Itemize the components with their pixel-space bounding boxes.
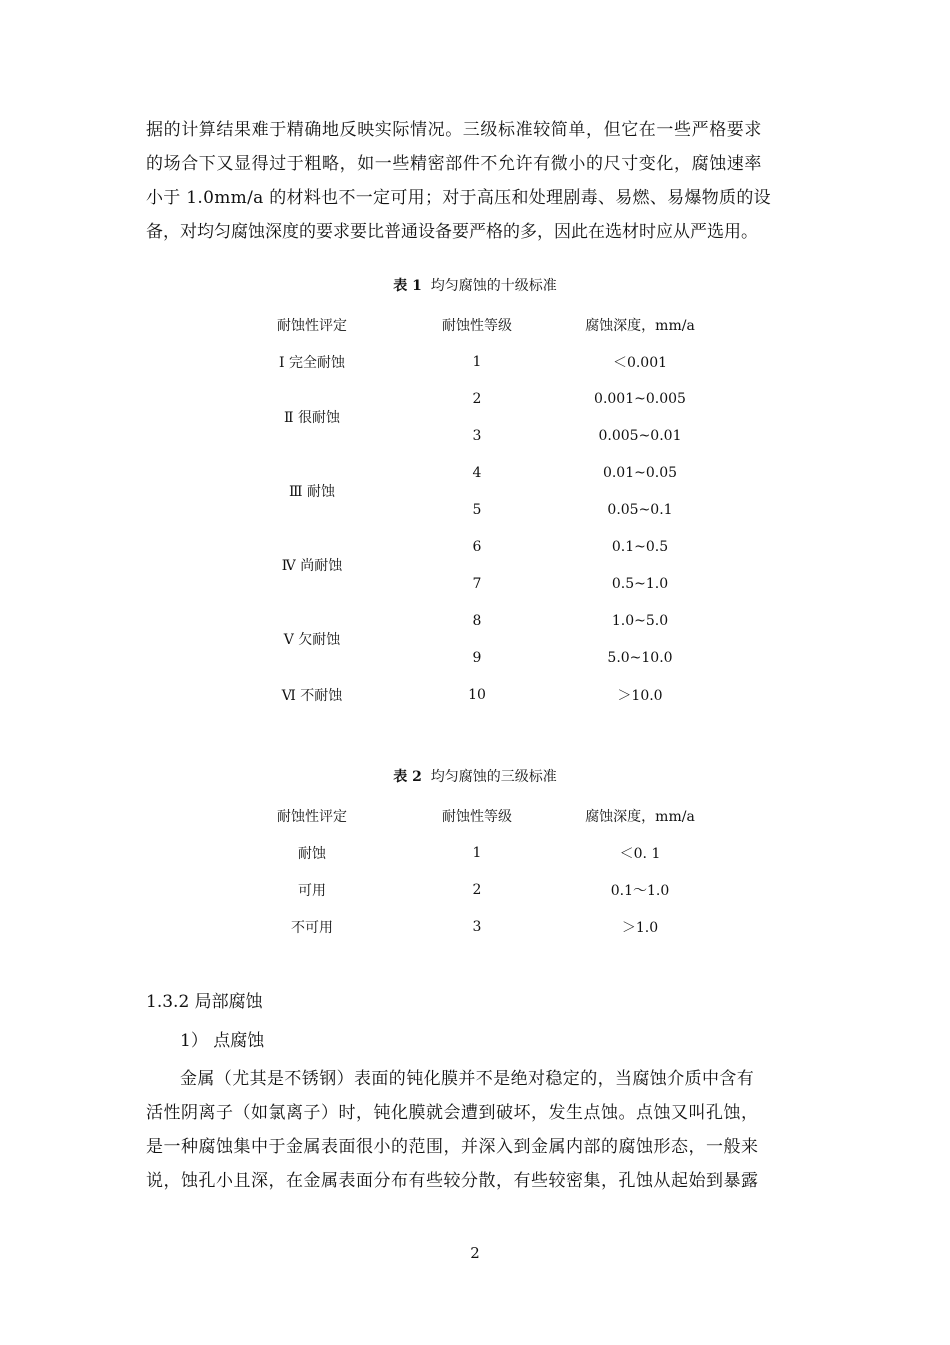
- grade-cell: 1: [472, 844, 482, 861]
- depth-cell: 1.0~5.0: [611, 612, 669, 629]
- table-row: [232, 834, 718, 871]
- table-row: [232, 871, 718, 908]
- depth-cell: 0.001~0.005: [594, 390, 686, 407]
- rating-cell: Ⅰ 完全耐蚀: [279, 354, 345, 371]
- header-depth: 腐蚀深度，mm/a: [585, 317, 695, 334]
- table-row: [232, 908, 718, 945]
- paragraph-line: 的场合下又显得过于粗略，如一些精密部件不允许有微小的尺寸变化，腐蚀速率: [146, 154, 762, 174]
- grade-cell: 7: [472, 575, 482, 592]
- paragraph-line: 据的计算结果难于精确地反映实际情况。三级标准较简单，但它在一些严格要求: [146, 120, 762, 140]
- depth-cell: 5.0~10.0: [607, 649, 673, 666]
- header-grade: 耐蚀性等级: [442, 317, 512, 334]
- paragraph-line: 小于 1.0mm/a 的材料也不一定可用；对于高压和处理剧毒、易燃、易爆物质的设: [146, 188, 771, 208]
- depth-cell: ＜0. 1: [619, 845, 661, 862]
- table-header-row: [232, 306, 718, 343]
- rating-cell: Ⅲ 耐蚀: [289, 484, 335, 500]
- paragraph-line: 金属（尤其是不锈钢）表面的钝化膜并不是绝对稳定的，当腐蚀介质中含有: [180, 1069, 755, 1089]
- grade-cell: 3: [472, 427, 482, 444]
- paragraph-bottom: [146, 1062, 810, 1198]
- grade-cell: 3: [472, 918, 482, 935]
- grade-cell: 5: [472, 501, 482, 518]
- grade-cell: 4: [472, 464, 482, 481]
- rating-cell: Ⅴ 欠耐蚀: [283, 632, 341, 648]
- rating-cell: 不可用: [291, 919, 333, 936]
- paragraph-line: 是一种腐蚀集中于金属表面很小的范围，并深入到金属内部的腐蚀形态，一般来: [146, 1137, 759, 1157]
- depth-cell: 0.01~0.05: [602, 464, 678, 481]
- table1: [232, 306, 718, 713]
- table2-caption-text: 均匀腐蚀的三级标准: [430, 769, 557, 785]
- table1-caption-text: 均匀腐蚀的十级标准: [430, 278, 557, 294]
- table2-caption: [0, 766, 950, 786]
- depth-cell: 0.1~0.5: [611, 538, 669, 555]
- rating-cell: 耐蚀: [298, 845, 326, 862]
- paragraph-line: 说，蚀孔小且深，在金属表面分布有些较分散，有些较密集，孔蚀从起始到暴露: [146, 1171, 759, 1191]
- header-depth: 腐蚀深度，mm/a: [585, 808, 695, 825]
- depth-cell: 0.005~0.01: [598, 427, 682, 444]
- grade-cell: 9: [472, 649, 482, 666]
- table2-caption-label: 表 2: [393, 769, 422, 785]
- paragraph-line: 活性阴离子（如氯离子）时，钝化膜就会遭到破坏，发生点蚀。点蚀又叫孔蚀，: [146, 1103, 759, 1123]
- rating-cell: Ⅵ 不耐蚀: [281, 687, 343, 704]
- table-row: [232, 602, 718, 639]
- section-heading: 1.3.2 局部腐蚀: [146, 992, 263, 1012]
- grade-cell: 2: [472, 881, 482, 898]
- depth-cell: ＜0.001: [612, 354, 668, 371]
- grade-cell: 8: [472, 612, 482, 629]
- header-grade: 耐蚀性等级: [442, 808, 512, 825]
- depth-cell: 0.1～1.0: [610, 882, 670, 899]
- table-row: [232, 676, 718, 713]
- table-row: [232, 380, 718, 417]
- header-rating: 耐蚀性评定: [277, 317, 347, 334]
- depth-cell: 0.5~1.0: [611, 575, 669, 592]
- page-number: 2: [470, 1244, 480, 1262]
- grade-cell: 10: [468, 686, 486, 703]
- header-rating: 耐蚀性评定: [277, 808, 347, 825]
- rating-cell: Ⅳ 尚耐蚀: [281, 558, 343, 574]
- table1-caption: [0, 275, 950, 295]
- table-row: [232, 454, 718, 491]
- grade-cell: 6: [472, 538, 482, 555]
- depth-cell: ＞10.0: [617, 687, 663, 704]
- rating-cell: 可用: [298, 882, 326, 899]
- subsection-heading: 1） 点腐蚀: [180, 1031, 265, 1051]
- table-row: [232, 343, 718, 380]
- table-header-row: [232, 797, 718, 834]
- paragraph-top: [146, 113, 810, 249]
- grade-cell: 1: [472, 353, 482, 370]
- table1-caption-label: 表 1: [393, 278, 422, 294]
- grade-cell: 2: [472, 390, 482, 407]
- table-row: [232, 528, 718, 565]
- paragraph-line: 备，对均匀腐蚀深度的要求要比普通设备要严格的多，因此在选材时应从严选用。: [146, 222, 758, 242]
- depth-cell: ＞1.0: [621, 919, 659, 936]
- rating-cell: Ⅱ 很耐蚀: [284, 410, 340, 426]
- table2: [232, 797, 718, 945]
- depth-cell: 0.05~0.1: [607, 501, 673, 518]
